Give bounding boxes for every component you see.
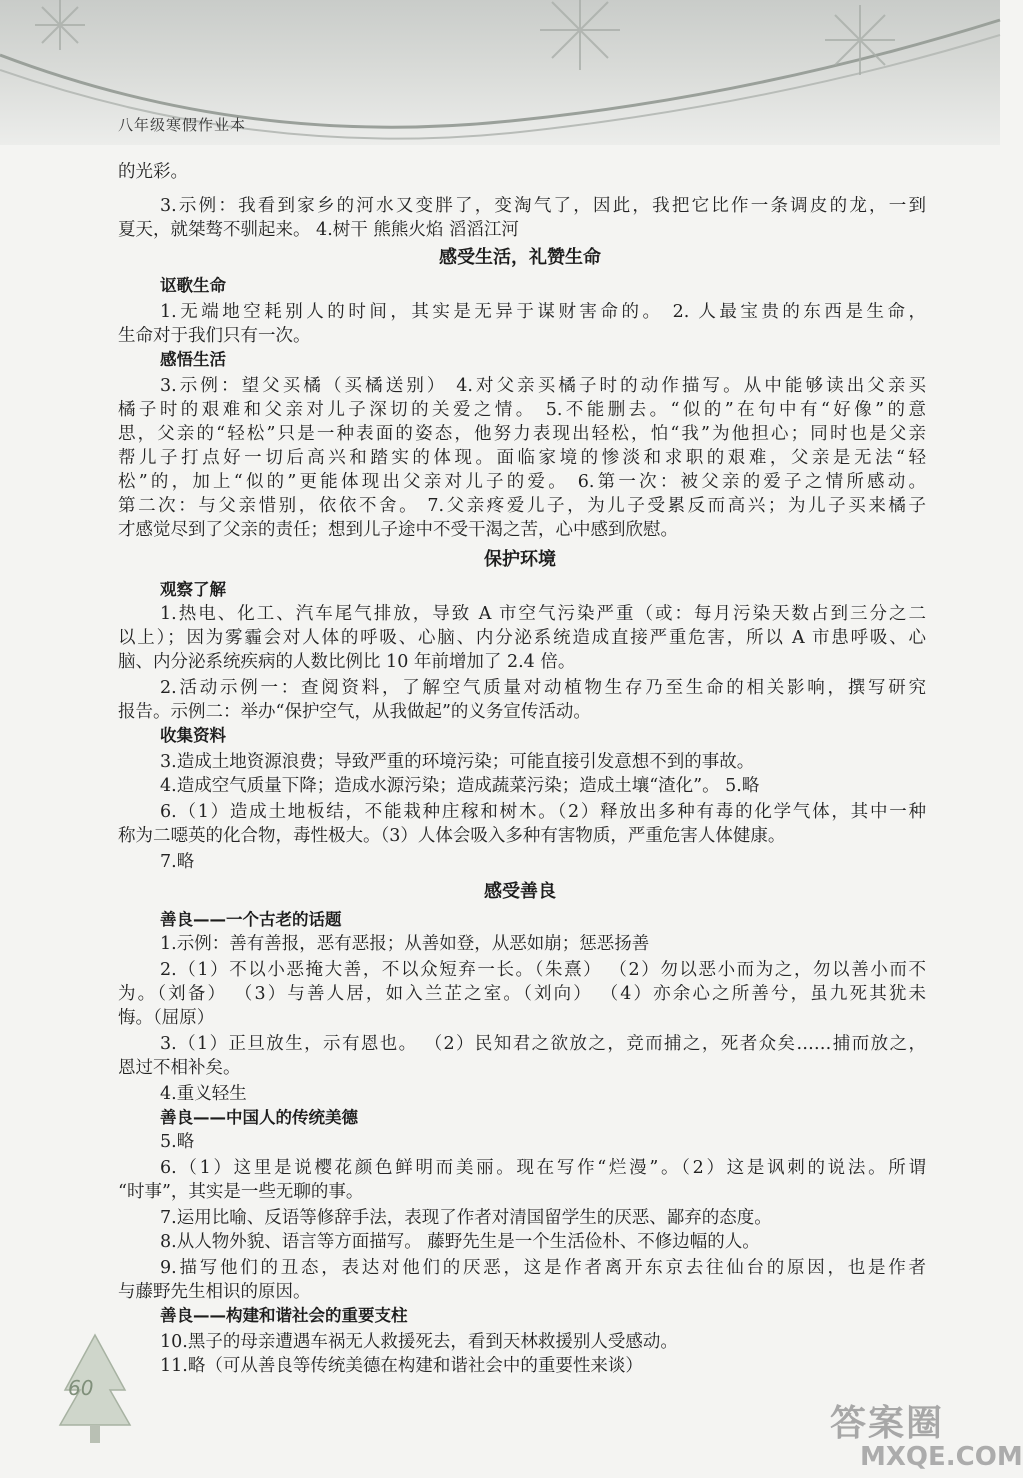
text-line: 10.黑子的母亲遭遇车祸无人救援死去，看到天林救援别人受感动。 — [160, 1332, 678, 1352]
subheading: 感悟生活 — [160, 350, 226, 369]
text-line: 脑、内分泌系统疾病的人数比例比 10 年前增加了 2.4 倍。 — [118, 652, 576, 672]
text-line: 报告。示例二：举办“保护空气，从我做起”的义务宣传活动。 — [118, 702, 591, 722]
book-title: 八年级寒假作业本 — [118, 116, 247, 134]
text-line: 思，父亲的“轻松”只是一种表面的姿态，他努力表现出轻松，怕“我”为他担心；同时也是父亲 — [118, 424, 926, 444]
text-line: 11.略（可从善良等传统美德在构建和谐社会中的重要性来谈） — [160, 1356, 643, 1376]
text-line: 2.（1）不以小恶掩大善，不以众短弃一长。（朱熹） （2）勿以恶小而为之，勿以善小而不 — [160, 960, 926, 980]
text-line: 帮儿子打点好一切后高兴和踏实的体现。面临家境的惨淡和求职的艰难，父亲是无法“轻 — [118, 448, 926, 468]
subheading: 善良——构建和谐社会的重要支柱 — [160, 1306, 408, 1325]
text-line: 为。（刘备） （3）与善人居，如入兰芷之室。（刘向） （4）亦余心之所善兮，虽九死其犹未 — [118, 984, 926, 1004]
text-line: 与藤野先生相识的原因。 — [118, 1282, 311, 1302]
watermark-logo: 答案圈 — [830, 1403, 945, 1444]
text-line: 7.略 — [160, 852, 195, 872]
section-title: 感受生活，礼赞生命 — [439, 247, 601, 268]
text-line: 恩过不相补矣。 — [118, 1058, 241, 1078]
text-line: 7.运用比喻、反语等修辞手法，表现了作者对清国留学生的厌恶、鄙弃的态度。 — [160, 1208, 772, 1228]
section-title: 感受善良 — [484, 881, 556, 902]
text-line: 3.（1）正旦放生，示有恩也。 （2）民知君之欲放之，竞而捕之，死者众矣……捕而放之， — [160, 1034, 926, 1054]
subheading: 收集资料 — [160, 726, 226, 745]
text-line: 第二次：与父亲惜别，依依不舍。 7.父亲疼爱儿子，为儿子受累反而高兴；为儿子买来橘子 — [118, 496, 926, 516]
text-line: 4.造成空气质量下降；造成水源污染；造成蔬菜污染；造成土壤“渣化”。 5.略 — [160, 776, 760, 796]
text-line: 1.示例：善有善报，恶有恶报；从善如登，从恶如崩；惩恶扬善 — [160, 934, 650, 954]
subheading: 善良——一个古老的话题 — [160, 910, 342, 929]
text-line: 1.热电、化工、汽车尾气排放，导致 A 市空气污染严重（或：每月污染天数占到三分之二 — [160, 604, 926, 624]
text-line: 才感觉尽到了父亲的责任；想到儿子途中不受干渴之苦，心中感到欣慰。 — [118, 520, 678, 540]
text-line: 橘子时的艰难和父亲对儿子深切的关爱之情。 5.不能删去。“似的”在句中有“好像”的意 — [118, 400, 926, 420]
text-line: 8.从人物外貌、语言等方面描写。 藤野先生是一个生活俭朴、不修边幅的人。 — [160, 1232, 760, 1252]
text-line: 3.示例：我看到家乡的河水又变胖了，变淘气了，因此，我把它比作一条调皮的龙，一到 — [160, 196, 926, 216]
text-line: 3.示例：望父买橘（买橘送别） 4.对父亲买橘子时的动作描写。从中能够读出父亲买 — [160, 376, 926, 396]
subheading: 善良——中国人的传统美德 — [160, 1108, 358, 1127]
subheading: 讴歌生命 — [160, 276, 226, 295]
text-line: 3.造成土地资源浪费；导致严重的环境污染；可能直接引发意想不到的事故。 — [160, 752, 755, 772]
text-line: 6.（1）造成土地板结，不能栽种庄稼和树木。（2）释放出多种有毒的化学气体，其中一种 — [160, 802, 926, 822]
text-line: 夏天，就桀骜不驯起来。 4.树干 熊熊火焰 滔滔江河 — [118, 220, 519, 240]
text-line: 1.无端地空耗别人的时间，其实是无异于谋财害命的。 2. 人最宝贵的东西是生命， — [160, 302, 926, 322]
text-line: 的光彩。 — [118, 162, 188, 182]
header-banner — [0, 0, 1000, 145]
text-line: 松”的，加上“似的”更能体现出父亲对儿子的爱。 6.第一次：被父亲的爱子之情所感动。 — [118, 472, 926, 492]
text-line: 9.描写他们的丑态，表达对他们的厌恶，这是作者离开东京去往仙台的原因，也是作者 — [160, 1258, 926, 1278]
watermark — [830, 1395, 1023, 1475]
text-line: 以上）；因为雾霾会对人体的呼吸、心脑、内分泌系统造成直接严重危害，所以 A 市患呼吸、心 — [118, 628, 926, 648]
text-line: 4.重义轻生 — [160, 1084, 247, 1104]
text-line: 6.（1）这里是说樱花颜色鲜明而美丽。现在写作“烂漫”。（2）这是讽刺的说法。所谓 — [160, 1158, 926, 1178]
text-line: 生命对于我们只有一次。 — [118, 326, 311, 346]
subheading: 观察了解 — [160, 580, 226, 599]
page-number: 60 — [68, 1376, 94, 1400]
text-line: 2.活动示例一：查阅资料，了解空气质量对动植物生存乃至生命的相关影响，撰写研究 — [160, 678, 926, 698]
watermark-url: MXQE.COM — [860, 1442, 1023, 1472]
section-title: 保护环境 — [484, 549, 556, 570]
text-line: 悔。（屈原） — [118, 1008, 215, 1028]
text-line: 称为二噁英的化合物，毒性极大。（3）人体会吸入多种有害物质，严重危害人体健康。 — [118, 826, 786, 846]
text-line: “时事”，其实是一些无聊的事。 — [118, 1182, 364, 1202]
text-line: 5.略 — [160, 1132, 195, 1152]
